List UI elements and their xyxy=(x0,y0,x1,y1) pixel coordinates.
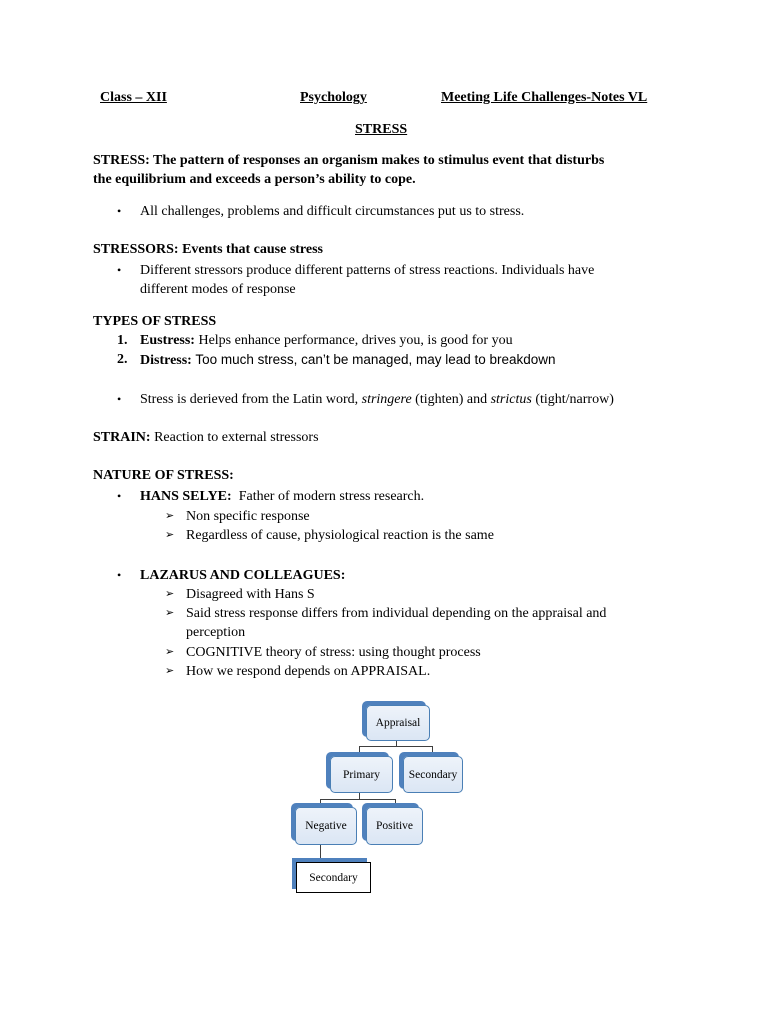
distress-term: Distress: xyxy=(140,353,192,368)
latin-prefix: Stress is derieved from the Latin word, xyxy=(140,392,362,407)
notes-title: Meeting Life Challenges-Notes VL xyxy=(441,90,648,105)
connector-line xyxy=(320,799,321,807)
types-item-number: 1. xyxy=(117,333,128,348)
lazarus-point: COGNITIVE theory of stress: using thought process xyxy=(186,645,481,660)
types-heading: TYPES OF STRESS xyxy=(93,314,217,329)
types-item-eustress xyxy=(140,331,513,350)
types-item-distress xyxy=(140,350,556,370)
lazarus-point-continued: perception xyxy=(186,625,246,640)
latin-mid: (tighten) and xyxy=(411,392,491,407)
latin-word-stringere: stringere xyxy=(361,392,412,407)
class-label: Class – XII xyxy=(100,90,167,105)
definition-line-2: the equilibrium and exceeds a person’s ability to cope. xyxy=(93,172,416,187)
latin-origin xyxy=(140,390,614,409)
bullet-icon: • xyxy=(117,489,122,503)
connector-line xyxy=(432,746,433,756)
arrow-bullet-icon: ➢ xyxy=(165,510,175,522)
bullet-challenges: All challenges, problems and difficult circumstances put us to stress. xyxy=(140,204,525,219)
lazarus-term: LAZARUS AND COLLEAGUES: xyxy=(140,568,346,583)
distress-desc: Too much stress, can’t be managed, may lead to breakdown xyxy=(195,352,556,367)
bullet-icon: • xyxy=(117,568,122,582)
appraisal-node: Appraisal xyxy=(366,705,430,741)
page-title: STRESS xyxy=(355,122,408,137)
arrow-bullet-icon: ➢ xyxy=(165,665,175,677)
arrow-bullet-icon: ➢ xyxy=(165,529,175,541)
latin-word-strictus: strictus xyxy=(490,392,532,407)
secondary-bottom-node: Secondary xyxy=(296,862,371,893)
connector-line xyxy=(395,799,396,807)
bullet-icon: • xyxy=(117,204,122,218)
definition-line-1: STRESS: The pattern of responses an organism makes to stimulus event that disturbs xyxy=(93,153,605,168)
strain-term: STRAIN: xyxy=(93,430,151,445)
connector-line xyxy=(359,746,360,756)
subject-label: Psychology xyxy=(300,90,367,105)
strain-desc: Reaction to external stressors xyxy=(154,430,319,445)
connector-line xyxy=(320,845,321,859)
positive-node: Positive xyxy=(366,807,423,845)
connector-line xyxy=(320,799,396,800)
eustress-term: Eustress: xyxy=(140,333,195,348)
bullet-icon: • xyxy=(117,392,122,406)
lazarus-point: How we respond depends on APPRAISAL. xyxy=(186,664,431,679)
latin-suffix: (tight/narrow) xyxy=(531,392,614,407)
arrow-bullet-icon: ➢ xyxy=(165,588,175,600)
nature-heading: NATURE OF STRESS: xyxy=(93,468,234,483)
eustress-desc: Helps enhance performance, drives you, is good for you xyxy=(198,333,513,348)
connector-line xyxy=(359,746,433,747)
stressors-bullet-line-1: Different stressors produce different patterns of stress reactions. Individuals have xyxy=(140,263,595,278)
types-item-number: 2. xyxy=(117,352,128,367)
secondary-node: Secondary xyxy=(403,756,463,793)
lazarus-point: Disagreed with Hans S xyxy=(186,587,315,602)
bullet-icon: • xyxy=(117,263,122,277)
selye-desc: Father of modern stress research. xyxy=(238,489,425,504)
selye-line xyxy=(140,487,424,506)
stressors-heading: STRESSORS: Events that cause stress xyxy=(93,242,323,257)
stressors-bullet-line-2: different modes of response xyxy=(140,282,296,297)
primary-node: Primary xyxy=(330,756,393,793)
strain-line xyxy=(93,428,319,447)
lazarus-point: Said stress response differs from individual depending on the appraisal and xyxy=(186,606,607,621)
negative-node: Negative xyxy=(295,807,357,845)
selye-point: Regardless of cause, physiological reaction is the same xyxy=(186,528,494,543)
arrow-bullet-icon: ➢ xyxy=(165,646,175,658)
selye-point: Non specific response xyxy=(186,509,310,524)
selye-term: HANS SELYE: xyxy=(140,489,232,504)
arrow-bullet-icon: ➢ xyxy=(165,607,175,619)
